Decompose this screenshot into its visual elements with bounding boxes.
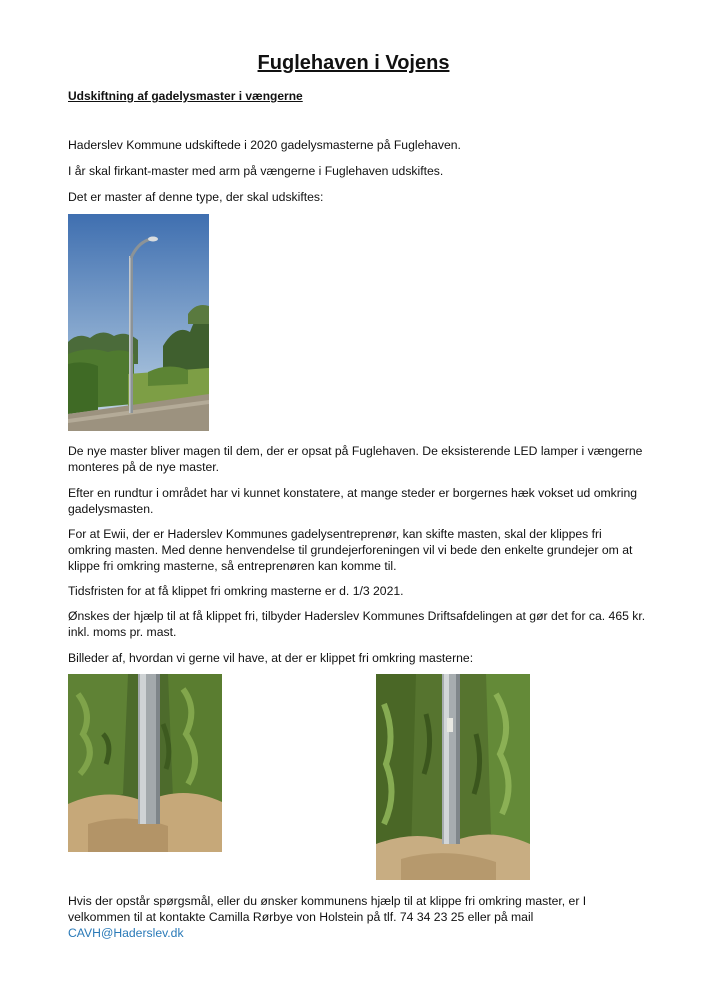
contact-paragraph bbox=[68, 893, 648, 941]
paragraph-8: Ønskes der hjælp til at få klippet fri, tilbyder Haderslev Kommunes Driftsafdelingen at gør det for ca. 465 kr. inkl. moms pr. mast. bbox=[68, 609, 646, 639]
cleared-mast-photo-1 bbox=[68, 674, 222, 852]
old-mast-photo bbox=[68, 214, 209, 431]
contact-text: Hvis der opstår spørgsmål, eller du ønsker kommunens hjælp til at klippe fri omkring master, er I velkommen til at kontakte Camilla Rørbye von Holstein på tlf. 74 34 23 25 eller på mail bbox=[68, 894, 587, 924]
paragraph-9: Billeder af, hvordan vi gerne vil have, at der er klippet fri omkring masterne: bbox=[68, 651, 474, 665]
page-title: Fuglehaven i Vojens bbox=[257, 52, 450, 74]
paragraph-4: De nye master bliver magen til dem, der er opsat på Fuglehaven. De eksisterende LED lamper i vængerne monteres på de nye master. bbox=[68, 444, 643, 474]
paragraph-1: Haderslev Kommune udskiftede i 2020 gadelysmasterne på Fuglehaven. bbox=[68, 138, 461, 152]
paragraph-7: Tidsfristen for at få klippet fri omkring masterne er d. 1/3 2021. bbox=[68, 584, 404, 598]
paragraph-3: Det er master af denne type, der skal udskiftes: bbox=[68, 190, 324, 204]
section-subtitle: Udskiftning af gadelysmaster i vængerne bbox=[68, 89, 303, 103]
contact-email-link[interactable]: CAVH@Haderslev.dk bbox=[68, 926, 184, 940]
cleared-mast-photo-2 bbox=[376, 674, 530, 880]
paragraph-6: For at Ewii, der er Haderslev Kommunes gadelysentreprenør, kan skifte masten, skal der klippes fri omkring masten. Med denne henvendelse til grundejerforeningen vil vi bede den enkelte grundejer om at klippe fri omkring masterne, så entreprenøren kan komme til. bbox=[68, 527, 633, 573]
paragraph-2: I år skal firkant-master med arm på vængerne i Fuglehaven udskiftes. bbox=[68, 164, 444, 178]
paragraph-5: Efter en rundtur i området har vi kunnet konstatere, at mange steder er borgernes hæk vokset ud omkring gadelysmasten. bbox=[68, 486, 638, 516]
